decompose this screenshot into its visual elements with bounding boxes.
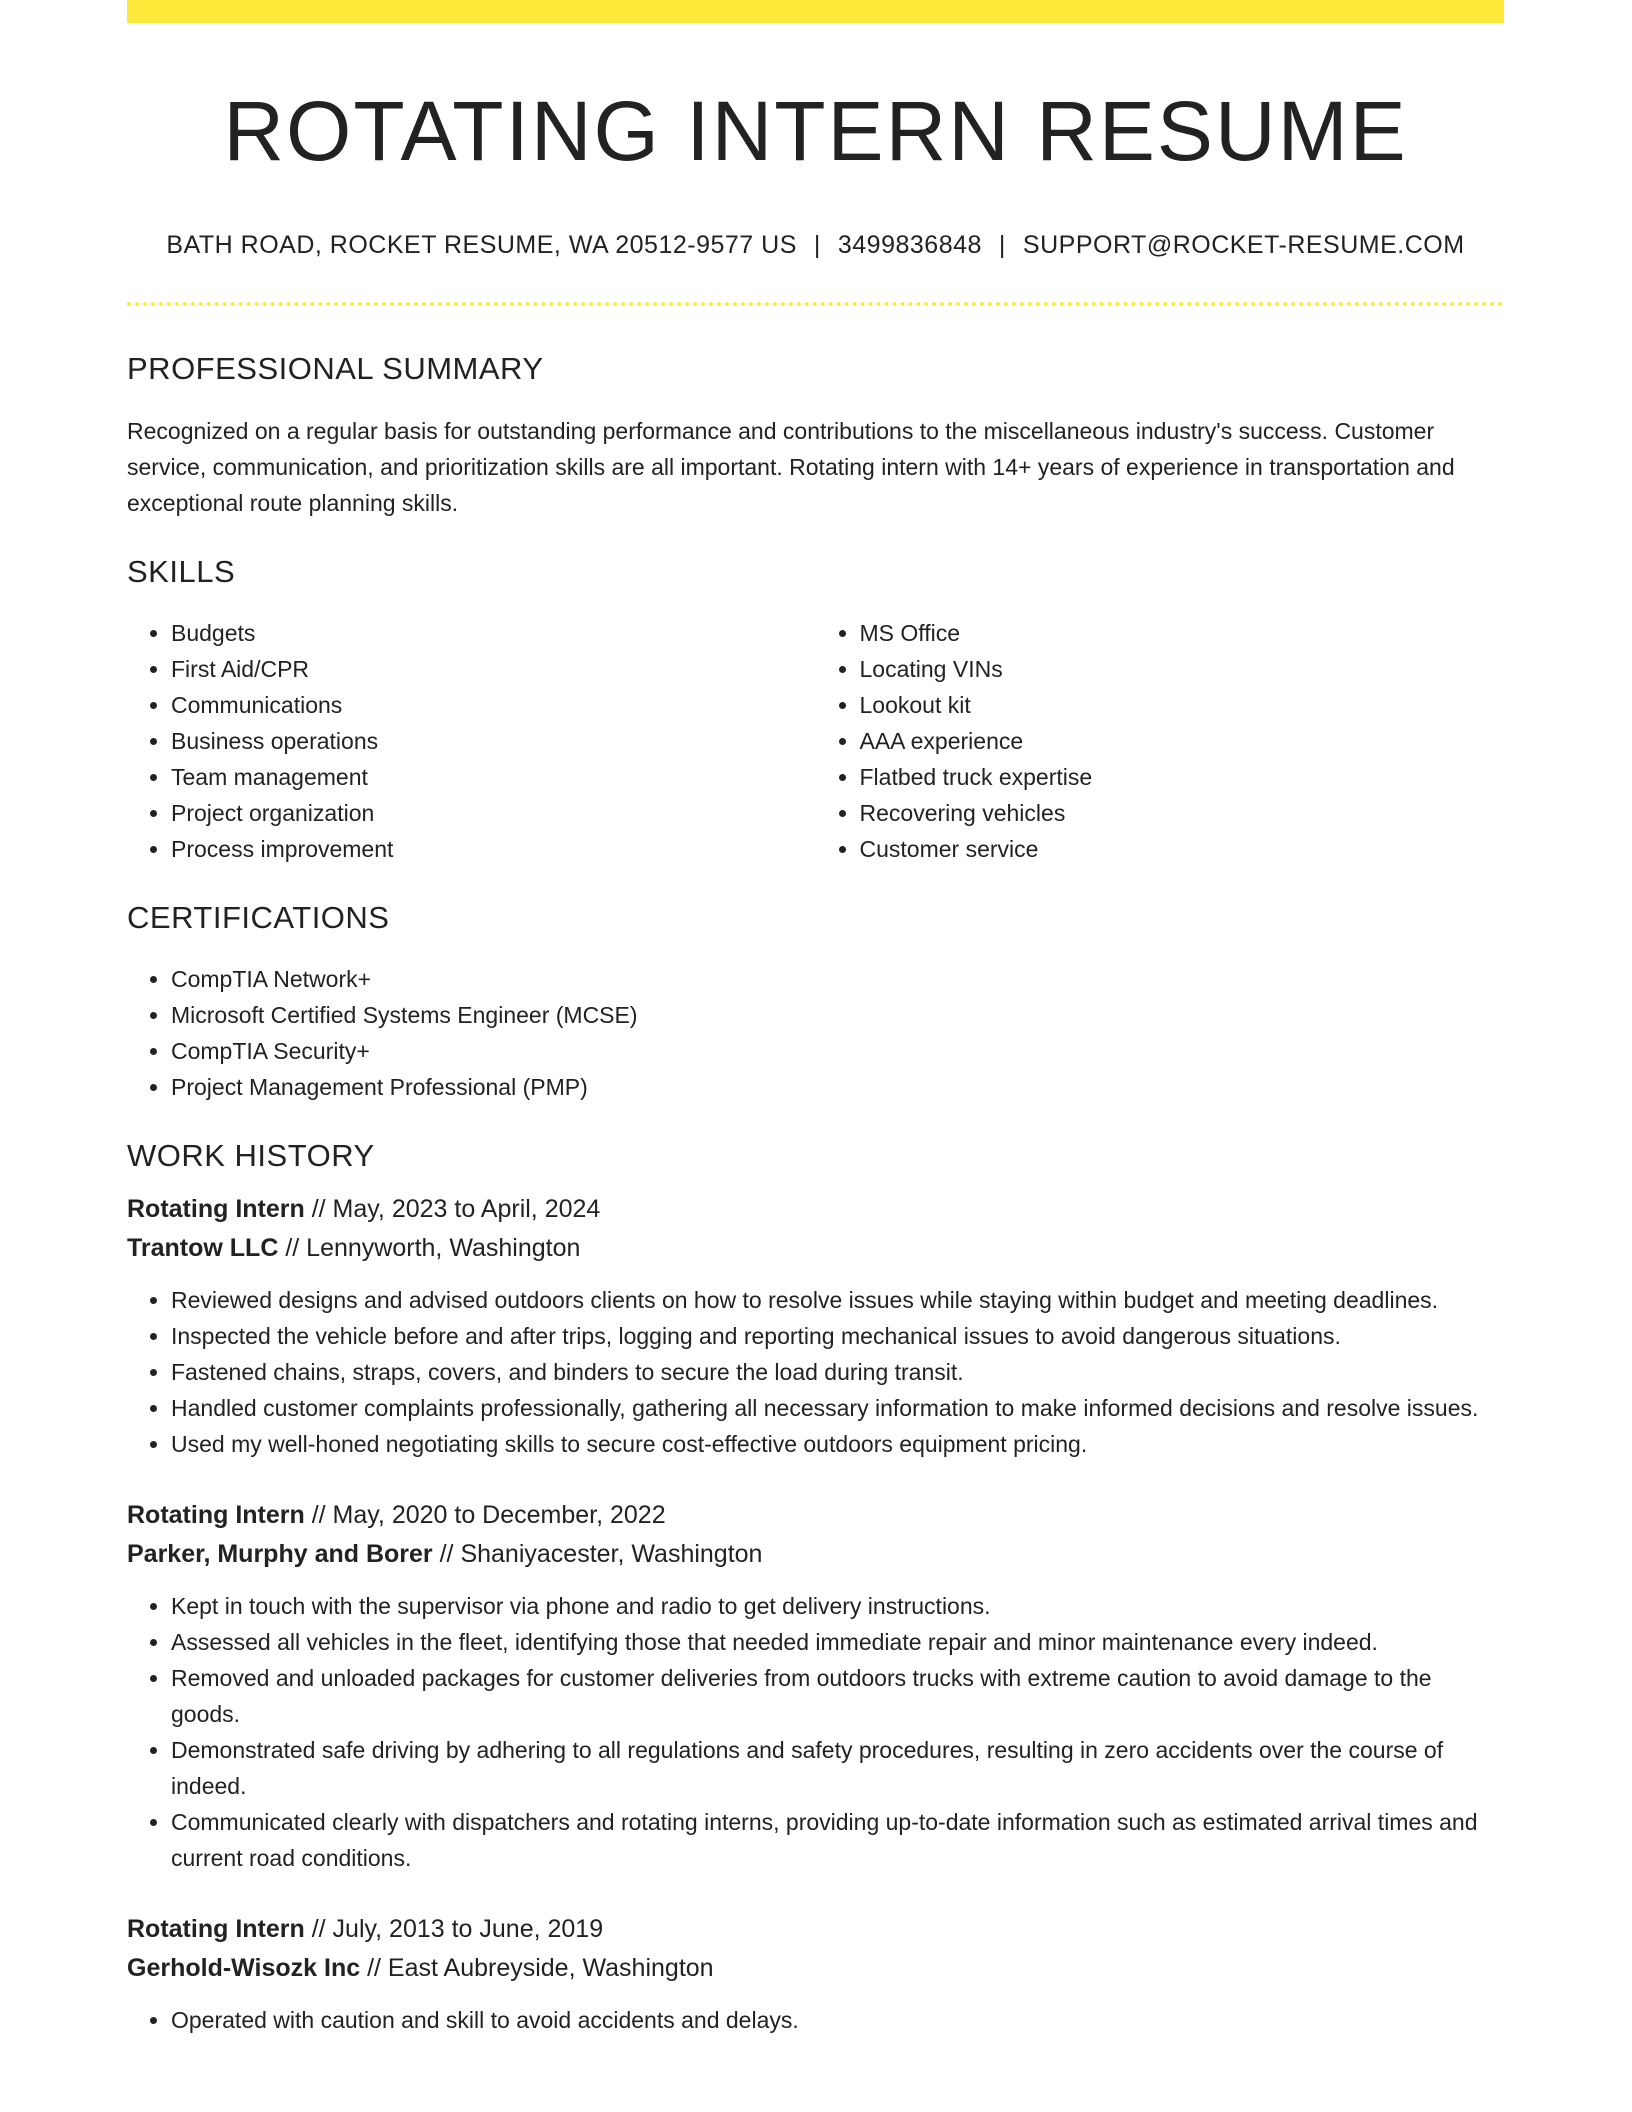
- dotted-divider: [127, 302, 1504, 306]
- job-location: // Lennyworth, Washington: [278, 1234, 581, 1263]
- job-location: // Shaniyacester, Washington: [432, 1540, 763, 1569]
- skill-item: • Customer service: [860, 831, 1505, 867]
- skills-list-left: [127, 615, 816, 867]
- resume-title: ROTATING INTERN RESUME: [223, 84, 1408, 178]
- skills-list-right: [816, 615, 1505, 867]
- summary-section: [127, 350, 1504, 520]
- contact-separator: |: [998, 231, 1006, 260]
- skill-item: • Locating VINs: [860, 651, 1505, 687]
- job-title-line: [127, 1910, 1504, 1949]
- job-bullet: • Handled customer complaints professionally, gathering all necessary information to make informed decisions and resolve issues.: [171, 1390, 1504, 1426]
- certifications-heading: CERTIFICATIONS: [127, 899, 390, 935]
- job-entry: [127, 1910, 1504, 2038]
- job-dates: // July, 2013 to June, 2019: [304, 1915, 604, 1944]
- work-history-heading: WORK HISTORY: [127, 1137, 375, 1173]
- job-company: Gerhold-Wisozk Inc: [127, 1954, 361, 1983]
- job-entry: [127, 1496, 1504, 1876]
- contact-address: BATH ROAD, ROCKET RESUME, WA 20512-9577 US: [166, 231, 797, 260]
- skill-item: • Team management: [171, 759, 816, 795]
- job-entry: [127, 1190, 1504, 1462]
- job-bullets: [127, 1282, 1504, 1462]
- job-bullet: • Kept in touch with the supervisor via phone and radio to get delivery instructions.: [171, 1588, 1504, 1624]
- job-bullet: • Removed and unloaded packages for customer deliveries from outdoors trucks with extreme caution to avoid damage to the goods.: [171, 1660, 1504, 1732]
- job-bullet: • Operated with caution and skill to avoid accidents and delays.: [171, 2002, 1504, 2038]
- job-company-line: [127, 1535, 1504, 1574]
- skill-item: • Lookout kit: [860, 687, 1505, 723]
- job-title-line: [127, 1190, 1504, 1229]
- skill-item: • Project organization: [171, 795, 816, 831]
- certification-item: • CompTIA Network+: [171, 961, 1504, 997]
- job-bullet: • Communicated clearly with dispatchers and rotating interns, providing up-to-date information such as estimated arrival times and current road conditions.: [171, 1804, 1504, 1876]
- certifications-list: [127, 961, 1504, 1105]
- certification-item: • Microsoft Certified Systems Engineer (MCSE): [171, 997, 1504, 1033]
- job-bullet: • Used my well-honed negotiating skills to secure cost-effective outdoors equipment pricing.: [171, 1426, 1504, 1462]
- job-bullet: • Inspected the vehicle before and after trips, logging and reporting mechanical issues to avoid dangerous situations.: [171, 1318, 1504, 1354]
- skill-item: • Budgets: [171, 615, 816, 651]
- skill-item: • Recovering vehicles: [860, 795, 1505, 831]
- contact-separator: |: [813, 231, 821, 260]
- skill-item: • Flatbed truck expertise: [860, 759, 1505, 795]
- job-title: Rotating Intern: [127, 1501, 305, 1530]
- job-bullet: • Assessed all vehicles in the fleet, identifying those that needed immediate repair and minor maintenance every indeed.: [171, 1624, 1504, 1660]
- resume-page: [127, 0, 1504, 2038]
- job-title: Rotating Intern: [127, 1195, 305, 1224]
- job-bullet: • Fastened chains, straps, covers, and binders to secure the load during transit.: [171, 1354, 1504, 1390]
- certification-item: • Project Management Professional (PMP): [171, 1069, 1504, 1105]
- contact-phone: 3499836848: [837, 231, 982, 260]
- job-location: // East Aubreyside, Washington: [360, 1954, 714, 1983]
- job-bullets: [127, 1588, 1504, 1876]
- skill-item: • AAA experience: [860, 723, 1505, 759]
- skill-item: • Business operations: [171, 723, 816, 759]
- contact-line: [127, 231, 1504, 260]
- job-bullet: • Reviewed designs and advised outdoors clients on how to resolve issues while staying within budget and meeting deadlines.: [171, 1282, 1504, 1318]
- contact-email[interactable]: SUPPORT@ROCKET-RESUME.COM: [1022, 231, 1465, 260]
- skills-columns: [127, 615, 1504, 867]
- skills-heading: SKILLS: [127, 553, 236, 589]
- work-history-section: [127, 1137, 1504, 2038]
- skill-item: • Communications: [171, 687, 816, 723]
- job-title-line: [127, 1496, 1504, 1535]
- job-title: Rotating Intern: [127, 1915, 305, 1944]
- job-bullet: • Demonstrated safe driving by adhering to all regulations and safety procedures, resulting in zero accidents over the course of indeed.: [171, 1732, 1504, 1804]
- job-company-line: [127, 1949, 1504, 1988]
- job-company: Trantow LLC: [127, 1234, 279, 1263]
- summary-heading: PROFESSIONAL SUMMARY: [127, 351, 544, 387]
- job-bullets: [127, 2002, 1504, 2038]
- job-dates: // May, 2023 to April, 2024: [304, 1195, 601, 1224]
- skill-item: • First Aid/CPR: [171, 651, 816, 687]
- skill-item: • MS Office: [860, 615, 1505, 651]
- job-dates: // May, 2020 to December, 2022: [304, 1501, 666, 1530]
- job-company: Parker, Murphy and Borer: [127, 1540, 433, 1569]
- accent-top-bar: [127, 0, 1504, 23]
- certifications-section: [127, 899, 1504, 1105]
- skills-section: [127, 553, 1504, 867]
- skill-item: • Process improvement: [171, 831, 816, 867]
- summary-text: Recognized on a regular basis for outstanding performance and contributions to the miscellaneous industry's success. Customer service, communication, and prioritization skills are all important. Rotating intern with 14+ years of experience in transportation and exceptional route planning skills.: [127, 417, 1455, 516]
- job-company-line: [127, 1229, 1504, 1268]
- certification-item: • CompTIA Security+: [171, 1033, 1504, 1069]
